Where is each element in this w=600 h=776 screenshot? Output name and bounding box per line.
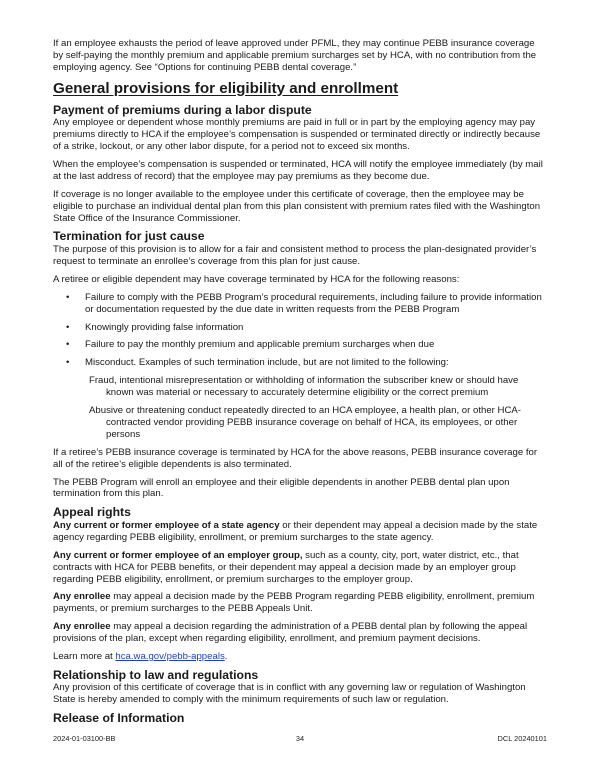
heading-law-regulations: Relationship to law and regulations (53, 667, 259, 682)
heading-payment-labor-dispute: Payment of premiums during a labor dispute (53, 102, 312, 117)
list-item: • Failure to pay the monthly premium and applicable premium surcharges when due (66, 339, 435, 351)
section-title: General provisions for eligibility and enrollment (53, 79, 399, 97)
termination-paragraph-1: The purpose of this provision is to allow for a fair and consistent method to process the plan-designated provider’s request to terminate an enrollee’s coverage from this plan for just cause. (53, 243, 537, 267)
learn-more-line: Learn more at hca.wa.gov/pebb-appeals. (53, 651, 228, 663)
appeal-paragraph-1: Any current or former employee of a state agency or their dependent may appeal a decision made by the state agency regarding PEBB eligibility, enrollment, or premium surcharges to the state agency. (53, 519, 538, 543)
heading-termination-just-cause: Termination for just cause (53, 229, 205, 244)
law-paragraph: Any provision of this certificate of coverage that is in conflict with any governing law or regulation of Washington State is hereby amended to comply with the minimum requirements of such law or regulation. (53, 682, 526, 706)
misconduct-example-abusive: Abusive or threatening conduct repeatedly directed to an HCA employee, a health plan, or other HCA-contracted vendor providing PEBB insurance coverage on behalf of HCA, its employees, or other persons (89, 405, 521, 440)
termination-paragraph-3: If a retiree’s PEBB insurance coverage is terminated by HCA for the above reasons, PEBB insurance coverage for all of the retiree’s eligible dependents is also terminated. (53, 446, 538, 470)
heading-release-information: Release of Information (53, 711, 185, 726)
list-item: • Knowingly providing false information (66, 321, 244, 333)
bullet-icon: • (66, 339, 70, 351)
payment-paragraph-1: Any employee or dependent whose monthly premiums are paid in full or in part by the employing agency may pay premiums directly to HCA if the employee’s compensation is suspended or terminated directly or indirectly because of a strike, lockout, or any other labor dispute, for a period not to exceed six months. (53, 117, 541, 153)
termination-paragraph-2: A retiree or eligible dependent may have coverage terminated by HCA for the following reasons: (53, 273, 460, 285)
heading-appeal-rights: Appeal rights (53, 505, 131, 520)
bullet-icon: • (66, 291, 70, 303)
intro-paragraph: If an employee exhausts the period of leave approved under PFML, they may continue PEBB insurance coverage by self-paying the monthly premium and applicable premium surcharges set by HCA, with no contribution from the employing agency. See “Options for continuing PEBB dental coverage.” (53, 38, 537, 73)
footer-page-number: 34 (295, 734, 305, 743)
page-footer (53, 734, 547, 746)
appeal-paragraph-4: Any enrollee may appeal a decision regarding the administration of a PEBB dental plan by following the appeal provisions of the plan, except when regarding eligibility, enrollment, and premium payment decisions. (53, 621, 528, 645)
appeal-paragraph-2: Any current or former employee of an employer group, such as a county, city, port, water district, etc., that contracts with HCA for PEBB benefits, or their dependent may appeal a decision made by an employer group regarding PEBB eligibility, enrollment, or premium surcharges to the employer group. (53, 549, 519, 585)
list-item: • Misconduct. Examples of such termination include, but are not limited to the following: (66, 357, 449, 369)
appeal-paragraph-3: Any enrollee may appeal a decision made by the PEBB Program regarding PEBB eligibility, enrollment, premium payments, or premium surcharges to the PEBB Appeals Unit. (53, 591, 535, 615)
misconduct-example-fraud: Fraud, intentional misrepresentation or withholding of information the subscriber knew or should have known was material or necessary to accurately determine eligibility or the correct premium (89, 375, 519, 399)
termination-reasons-list (53, 292, 547, 370)
payment-paragraph-2: When the employee’s compensation is suspended or terminated, HCA will notify the employee immediately (by mail at the last address of record) that the employee may pay premiums as they become due. (53, 158, 543, 182)
footer-version: DCL 20240101 (497, 734, 547, 743)
list-item: • Failure to comply with the PEBB Program’s procedural requirements, including failure to provide information or documentation requested by the due date in written requests from the PEBB Program (66, 291, 542, 315)
pebb-appeals-link[interactable]: hca.wa.gov/pebb-appeals (115, 651, 225, 663)
footer-document-id: 2024-01-03100-BB (53, 734, 116, 743)
bullet-icon: • (66, 321, 70, 333)
termination-paragraph-4: The PEBB Program will enroll an employee and their eligible dependents in another PEBB dental plan upon termination from this plan. (53, 476, 510, 500)
payment-paragraph-3: If coverage is no longer available to the employee under this certificate of coverage, then the employee may be eligible to purchase an individual dental plan from this plan consistent with premium rates filed with the Washington State Office of the Insurance Commissioner. (53, 188, 541, 224)
bullet-icon: • (66, 357, 70, 369)
document-page (53, 38, 547, 726)
